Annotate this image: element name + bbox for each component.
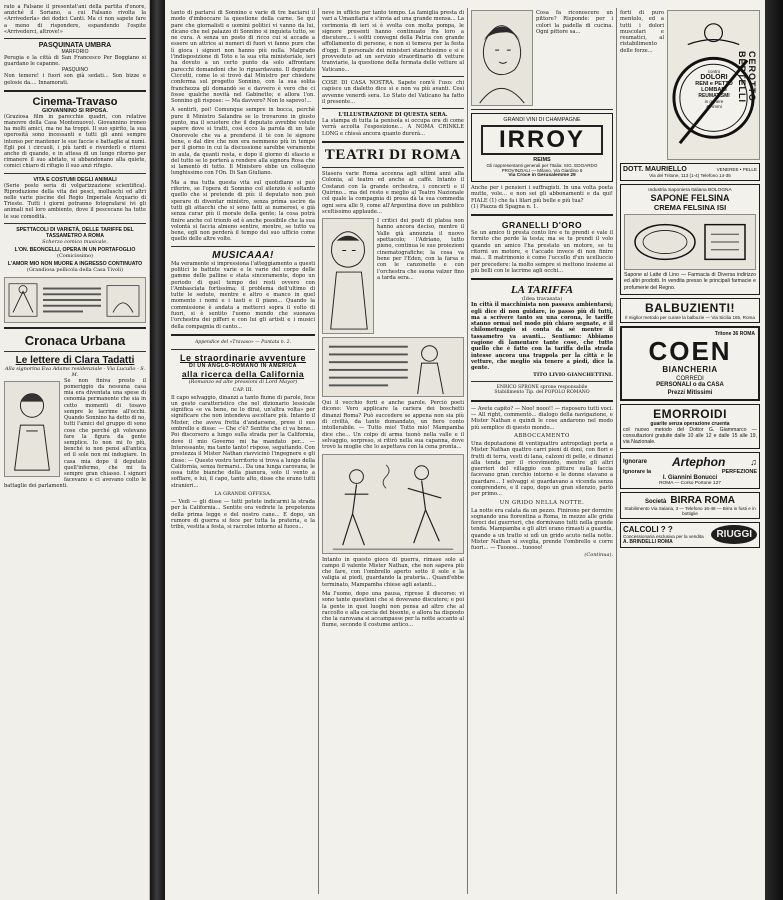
serial-subtitle-2: (Romanzo ed alte pressioni di Lord Mayor) xyxy=(188,378,298,385)
col3-text-b: Anche per i pensieri i suffragisti. In una volta poeta mutte, vole... e non sei gli abbonamenti e da qui! FIALE (1) che fa i lilari più belle e più tua? xyxy=(471,185,613,204)
cerotto-line-6: in genere xyxy=(704,99,724,104)
newspaper-page xyxy=(165,0,765,900)
grido-text: La notte era calata da un pezzo. Finirono per dormire sognando una fiorentina a Roma, in mezzo alle grida feroci dei guerrieri, che dormivano tutti nella grande tenda. Mampamba e gli altri erano rimasti a guardia, quando a un tratto si udì un grido acuto nella notte. Mister Nathan si sveglia, prende l'ombrello e corre fuori... — Tuoooo... tuoooo! xyxy=(471,507,613,552)
serial-title-2: alla ricerca della California xyxy=(181,368,305,379)
abboccamento-title: ABBOCCAMENTO xyxy=(514,432,570,439)
coen-address: Tritone 36 ROMA xyxy=(714,330,755,337)
emorroidi-advert xyxy=(620,404,760,449)
col1-text-b: A sentirli, poi! Comunque sempre in bocca, perchè pure il Ministro Salandra se lo trovarono in giusto punto, ma il scuotere che il deputato avrebbe voluto sapere dove si tratti, così ecco la parola di un tale Onorevole che va a prendersi il tè con le signore bene, e dal dire che non era nemmeno più in tempo per il giorno in cui la discussione sarebbe veramente in aula, da quanti resta, e dopo il giorno di sfascio e del tutto se lo porterà a rendere alla signora Rosa che si lamentò di tutto. Il Ministero ebbe un colloquio lunghissimo con l'On. Di San Giuliano. xyxy=(171,107,315,177)
musicaaa-title: MUSICAAA! xyxy=(212,249,274,261)
illustrazione-text: La stampa di tutta la penisola si occupa ora di come verrà accolta l'esposizione... A NOMA CRINKLE LONG e chissà ancora quanto durerà... xyxy=(322,118,464,137)
left-cartoon-strip xyxy=(4,277,146,323)
irroy-pre: GRANDI VINI DI CHAMPAGNE xyxy=(503,117,581,123)
pasquinata-text-1: Perugia e la città di San Francesco Per Boggiano si guardano le capanne. xyxy=(4,55,146,68)
column-3 xyxy=(471,10,613,895)
artephon-name: Artephon xyxy=(671,454,726,469)
serial-text-2: — Vedi — gli disse — tutti potete indicarmi la strada per la California... Sentite ora vedrete la prepotenza della prima legge e del nostro cane... E dopo, un rumore di guerra si fece per tutta la prateria, e la tribù, vestita a festa, si raccolse intorno al fuoco... xyxy=(171,499,315,531)
mauriello-address: Via del Tritone, 113 (1-4) Telefono 14-35 xyxy=(649,173,731,178)
birra-text: Stabilimento Via Salaria, 3 — Telefono 16-48 — Birra in fusti e in bottiglie xyxy=(624,505,756,516)
illustrazione-title: L'ILLUSTRAZIONE DI QUESTA SERA. xyxy=(338,112,448,119)
sapone-sub: CREMA FELSINA ISI xyxy=(653,203,727,212)
cinema-sub: GIOVANNINO SI RIPOSA. xyxy=(42,107,108,114)
woman-portrait-illustration xyxy=(471,10,533,106)
pasquinata-sub: MARFORIO xyxy=(61,49,89,56)
vita-title: VITA E COSTUMI DEGLI ANIMALI xyxy=(33,176,117,183)
coen-advert xyxy=(620,326,760,401)
cerotto-line-1: contro xyxy=(707,69,721,74)
serial-title: Le straordinarie avventure xyxy=(179,352,307,363)
balbuzienti-text: Il miglior metodo per curare la balbuzie — Via Sicilia 165, Roma xyxy=(625,314,755,320)
tariffa-title: LA TARIFFA xyxy=(510,284,574,297)
appendice-label: Appendice del «Travaso» — Puntata n. 2. xyxy=(194,339,292,345)
vita-text: (Serie posto seria di volgarizzazione scientifica). Riproduzione della vita dei pesci, molluschi ed altri nelle varie piscine del Regio Imperiale Acquario di Trieste. Tutti i giorni potranno fotografarsi ivi gli animali nel loro ambiente, dove il pescecane ha tutte le sue comodità. xyxy=(4,182,146,220)
birra-name: BIRRA ROMA xyxy=(670,494,735,506)
coen-name: COEN xyxy=(648,335,732,366)
left-top-text: rato a Falsane il presentat'ani della partita d'onore, anziché il Soriano, a cui Falsano rivolta la «Arrivederla» dei dodici Canti. Ma ci non sapete fare a meno di rispondere, espandendo l'ospite «Arrivederci, altrove!» xyxy=(4,4,146,35)
teatri-text-4: Intanto in questo gioco di guerra, rimase solo al campo il valente Mister Nathan, che non sapeva più che fare, con l'ombrello aperto sotto il sole e la valigia ai piedi, guardando la prateria... Quand'ebbe terminato, Mampamba chiese agli astanti... xyxy=(322,556,464,588)
cronaca-title: Cronaca Urbana xyxy=(24,332,126,348)
pasquinata-sub-2: PASQUINO xyxy=(61,67,89,74)
emorroidi-text: col nuovo metodo del Dottor G. Giammarco — consultazioni gratuite dalle 10 alle 12 e dalle 15 alle 19, via Nazionale. xyxy=(623,426,757,446)
sprone-line: ENRICO SPRONE sprone responsabile xyxy=(496,384,588,390)
tadatti-text: Se non finiva presto il pomeriggio da nessuna casa mia era diventata una spese di cenomia permanente che sia in cetto momenti di tosavo sempre le lacrime all'occhi. Quando Sonnino ha detto di no, tutti l'amici del gruppo di sono cose che perché gli volevano fare la figura da gente semplice. Io non mi fo più, benché io non pensi all'antica ed il sole non mi indugiare. In casa mia dopo il deputato quell'infermo, che mi fa sempre gran chiasso. I signori facevano e ci avevano colto le battaglie dei parlamenti. xyxy=(4,377,146,490)
irroy-city: REIMS xyxy=(533,157,551,163)
column-4-ads xyxy=(620,10,760,895)
tadatti-title: Le lettere di Clara Tadatti xyxy=(15,354,135,366)
column-1 xyxy=(171,10,315,895)
abboccamento-text: Una deputazione di ventiquattro antropofagi porta a Mister Nathan quattro carri pieni di doni, con fiori e frutti di terra, vesti di lana, calzoni di pelle, e dinanzi alla tenda per il ricevimento, mentre gli altri guerrieri del villaggio con pitture sulla faccia facevano gran cerchio intorno e le donne stavano a guardare... I selvaggi si guardavano a vicenda senza comprendere, e il capo, dopo un gran silenzio, parlò per primo... xyxy=(471,440,613,498)
artephon-right: PERFEZIONE xyxy=(721,468,757,475)
theatre-caricature-right xyxy=(322,337,464,397)
column-divider-3 xyxy=(616,8,617,894)
artephon-left: Ignorare xyxy=(623,458,648,465)
calcoli-title: CALCOLI ? ? xyxy=(623,524,673,534)
serial-chapter-2: LA GRANDE OFFESA. xyxy=(214,491,272,497)
tadatti-portrait xyxy=(4,381,60,477)
rheum-text: forti di puro mentolo, ed a tutti i dolori muscolari e reumatici, al ristabilimento delle forze... xyxy=(620,10,664,54)
spettacoli-sub: Scherzo comico musicale. xyxy=(42,238,108,245)
sapone-top: Industria Saponiera Italiana BOLOGNA xyxy=(648,188,732,193)
cerotto-bertelli-advert xyxy=(667,10,760,160)
granelli-title: GRANELLI D'ORO xyxy=(501,220,583,231)
tariffa-sub: (Idea travasata) xyxy=(521,296,563,303)
teatri-text-5: Ma l'uomo, dopo una pausa, riprese il discorso: vi sono tante questioni che si dovevano discutere; e poi la gente in quei luoghi non pensa ad altro che al raccolto e alla caccia del bisonte, e allora ha disposto che la carovana si accampasse per la notte accanto al fiume, secondo il costume antico... xyxy=(322,590,464,629)
col1-text-c: Ma a ma tutta questa vita sul quotidiano si può riferire, se l'opera di Sonnino col silenzio è soltanto quello che si pretende di più: il deputato non può sperare di diventar ministro, senza prima uscire da tutti gli attacchi che si sono fatti ai numerosi, e già senza curar più il morale della gente; la cosa potrà finire anche col trionfo ed è anche possibile che la sua volontà si faccia almeno sentire, mentre, se tutto va bene, egli non perderà il tempo del suo ufficio come quello delle altre volte. xyxy=(171,179,315,243)
irroy-advert xyxy=(471,113,613,182)
riuggi-logo: RIUGGI xyxy=(711,525,757,544)
soap-bars-icon xyxy=(624,214,756,270)
amor-sub: (Grandiosa pellicola della Casa Tivoli) xyxy=(26,266,124,273)
mauriello-specialty: VENEREE • PELLE xyxy=(716,167,757,172)
column-divider-1 xyxy=(318,8,319,894)
music-text: Ma veramente si impressiona l'atteggiamento a questi politici le battute varie e le varie del corpo delle gamme delle palline e stata sinceramente, dopo un periodo di quel tempo dei resti ovvero con l'Ambasciata fortissima; il problema dell'ultimo di tutte le sedute, mentre e altro e manco in quel momento i nomi e i tasti e il piano... Quando la commissione è andata a metterci sopra il volto di fuori, si è sentito l'uomo mondo che suonava l'orchestra dei pifferi e con lui gli artisti e i musici della compagnia di canto... xyxy=(171,260,315,330)
emorroidi-sub: guarite senza operazione cruenta xyxy=(650,420,730,427)
cerotto-line-7: & Ammi xyxy=(706,104,722,109)
col3-text-b2: (1) Piazza di Spagna n. 1. xyxy=(471,203,539,210)
leon-line: L'ON. BEONCELLI, OPERA IN UN PORTAFOGLIO xyxy=(14,246,136,253)
stabilimento-line: Stabilimento Tip. del POPOLO ROMANO xyxy=(494,390,590,396)
col2-text-a: neve in ufficio per tanto tempo. La famiglia presta di vari a Umanitaria e s'invia ad una grande mensa... La cerimonia di ieri si è svolta con molta pompa, le signore presenti hanno continuato fra loro a discutere... i soliti convegni della Patria con grande affollamento di persone, e non si temeva per la festa d'oggi. Il personale dei ministeri stanchissimo e si è provveduto ad un servizio straordinario di vetture tranviarie, la questione della fermata delle vetture al Vaticano... xyxy=(322,10,464,73)
mauriello-advert xyxy=(620,163,760,181)
teatri-text-2: I critici dei posti di platea non hanno ancora deciso, mentre il Valle già annunzia il nuovo spettacolo; l'Adriano, tutto pieno, continua le sue proiezioni cinematografiche; la cosa va bene per l'Eden, con la farsa e con le canzonette e con l'orchestra che suona valzer fino a tarda sera... xyxy=(377,218,464,281)
mauriello-name: DOTT. MAURIELLO xyxy=(623,166,687,173)
cerotto-line-3: RENI e PETTO xyxy=(695,81,733,87)
spettacoli-title: SPETTACOLI DI VARIETÀ, DELLE TARIFFE DEL TASSAMETRO A ROMA xyxy=(16,226,134,239)
artephon-sub: Ignorare la xyxy=(623,468,652,475)
irroy-address: Via Croce in Gerusalemme 29 xyxy=(508,173,576,178)
gramophone-icon: ♫ xyxy=(750,456,757,467)
column-divider-2 xyxy=(467,8,468,894)
page-edge-shadow xyxy=(765,0,783,900)
artephon-address: ROMA — Corso Portone 127 xyxy=(659,480,721,486)
sapone-felsina-advert xyxy=(620,184,760,295)
continua-label: (Continua). xyxy=(584,551,613,558)
col3-text-c: — Avete capito? — Noo! nooo!! — risposero tutti voci. — All right, commentò... dialogo della navigazione, e Mister Nathan e quindi le cose andarono nel modo più semplice di questo mondo... xyxy=(471,405,613,431)
tariffa-text: In città il macchinista non passava ambientarsi; egli dice di non guidare, io passo più di tutti, ma a scrivere tanto su una corona, le tariffe stanno ormai nel modo più chiaro segnate, e il chilometraggio si conta da sé mentre il tassametro va avanti... Sentiamo: Abbiamo ragione di lamentare tante cose, che tutto quello che è fatto con la tariffa della strada intesse ancora una trappola per la città e le vetture, che meglio sia tenere a piedi, dice la gente. xyxy=(471,302,613,372)
cinema-text: (Graziosa film in parecchie quadri, con relative manovre della Casa Montenuovo). Giovannino ironeo ha molti amici, ma ne ha troppi. Il suo spirito, la sua operosità sono incessanti e tutti gli anni sempre intenso per mantener le sue faccie e battaglie ai numi. Egli poi i circuoli, i più tardi e riverderli e ritorni anche di quando, e in attesa di un lungo ritorno per rimanere il suo abitato, si abbandonano alla quiete, comici chiaro di rifugio il suo anzi rifugio. xyxy=(4,113,146,170)
irroy-logo: IRROY xyxy=(481,125,603,155)
calcoli-advert xyxy=(620,522,760,548)
cinema-title: Cinema-Travaso xyxy=(32,95,118,108)
calcoli-text: Concessionaria esclusiva per la vendita xyxy=(623,533,704,539)
coen-line-3: CORREDI xyxy=(676,375,704,382)
cerotto-line-2: DOLORI xyxy=(700,74,728,81)
serial-subtitle: DI UN ANGLO-ROMANO IN AMERICA xyxy=(189,362,297,369)
cerotto-title: CEROTTO BERTELLI xyxy=(737,51,757,103)
leon-sub: (Comicissimo) xyxy=(57,252,93,259)
left-page-edge xyxy=(0,0,150,900)
irroy-agent: Gli rappresentanti generali per l'Italia: SIG. EDOARDO PROVINZIALI — Milano, Via Giardino 6 xyxy=(486,163,598,173)
cerotto-line-4: LOMBARI xyxy=(701,87,727,93)
pasquinata-text-2: Non temere! i fuori son già sedati... Son bizze e gelosie da.... Innamorati. xyxy=(4,73,146,86)
tariffa-signature: TITO LIVIO GIANCHETTINI. xyxy=(533,371,613,378)
balbuzienti-title: BALBUZIENTI! xyxy=(645,300,735,315)
book-gutter xyxy=(150,0,165,900)
col3-text-a: Cosa fa riconoscere un pittore? Risponde: per i colori la padella di cucina. Ogni pittore sa... xyxy=(536,10,613,35)
theatre-caricature-left xyxy=(322,218,374,334)
sapone-text: Sapone al Latte di Lino — Farmacia di Diversa indirizzo ed altri prodotti. In vendita presso le principali farmacie e profumerie del Regno. xyxy=(624,272,756,291)
grido-title: UN GRIDO NELLA NOTTE. xyxy=(499,499,585,506)
coen-line-5: Prezzi Mitissimi xyxy=(667,389,713,396)
column-2 xyxy=(322,10,464,895)
artephon-advert xyxy=(620,452,760,489)
tadatti-sub: Alla signorina Eva Adams residenziale - Via Lucullo - S. M. xyxy=(4,365,146,378)
serial-text: Il capo selvaggio, dinanzi a tanto fiume di parole, fece un gesto caratteristico che nel dizionario lessicale significa «e va bene, ne lo dirai, un'altra volta» per significare che non intendeva ascoltare più. Intanto il Mister, che aveva fretta d'andarsene, prese il suo ombrello e disse: — Che c'è? Sentite che ci va bene... Poi discorsero a lungo sulla strada per la California, dove il mio Governo mi ha mandato per... — Interessante, ma tanto tanto! rispose, seguitando. Con prestezza il Mister Nathan riavvicinò l'ingegnere e gli disse: — Questo vostro territorio si trova a lungo della California, senza fermarsi... Da una lunga carovana, le ossa tutte bianche della pianura, solo il vento a soffiare, e lui, il capo, tanto alto, disse che erano tutti stranieri... xyxy=(171,394,315,489)
birra-roma-advert xyxy=(620,492,760,519)
serial-chapter: CAP. III. xyxy=(232,386,254,393)
coen-sub: BIANCHERIA xyxy=(662,364,718,374)
coen-line-4: PERSONALI o da CASA xyxy=(656,381,724,388)
emorroidi-title: EMORROIDI xyxy=(653,406,727,421)
cerotto-line-5: REUMATISMI xyxy=(698,93,730,99)
teatri-text: Stasera varie Roma accenna agli ultimi anni alla Colonia, al teatro ed anche ai caffè. Intanto il Costanzi con la grande orchestra, i concerti e il Quirino... ma del resto e meglio al Teatro Nazionale col quale la compagnia di prosa dà la sua commedia ogni sera alle 9, come all'Argentina dove un pubblico sceltissimo applaude... xyxy=(322,171,464,215)
calcoli-text-2: A. BRINDELLI ROMA xyxy=(623,538,673,545)
teatri-text-3: Qui il vecchio forti e anche parole. Perciò poeti dicono: Vero applicare la cariera dei boschetti dinanzi Roma? Può succedere se appena non sia più di civiltà, da tanto domandato, un fiero conto intollerabile. — Tutto mio! Tutto mio! Mampamba dice che... Un colpo di arma tuonò nella valle e il selvaggio, sorpreso, si ritirò nella sua capanna, dove trovò la moglie che lo aspettava con la cena pronta... xyxy=(322,400,464,451)
artephon-company: I. Giannini Bonucci xyxy=(662,474,718,481)
serial-illustration-dance xyxy=(322,454,464,554)
col2-text-small: COSE DI CASA NOSTRA. Sapete com'è l'uso: chi capisce un dialetto dice sì e non va più avanti. Così avvenne venerdì sera. Lo Stato del Vaticano ha fatto il presente... xyxy=(322,79,464,105)
sapone-name: SAPONE FELSINA xyxy=(650,193,730,203)
teatri-title: TEATRI DI ROMA xyxy=(324,147,462,164)
granelli-text: Se un amico ti presta conto lire e tu prendi e vale il fornito che perde la testa; ma se tu prendi il volo quando un amico l'ha prestato un motore, se tu ritorni un motore, e t'accade invece di non finire mai... Il matrimonio è come l'uccello d'un ucelluccio per precedere: la molto sempre si mettono insieme ai più belli con le lacrime agli occhi... xyxy=(471,230,613,274)
balbuzienti-advert xyxy=(620,298,760,323)
pasquinata-title: PASQUINATA UMBRA xyxy=(38,42,112,50)
col1-text-a: tanto di parlarsi di Sonnino e varie di tre baciarsi il modo d'imboccare la questione della carne. Se qui pare che giornalisti e uomini politici vi vanno da lui, dicano che nel palazzo di Sonnino si inquieta tutto, se ne cura. A senza un posto di ricco cui si accade a essere un attrice ai numeri di fuori vi fanno pure che lì gioca i signori non hanno più nulla. Malgrado l'indisposizione di Toto e la sua vita ministeriale, ieri ha dovuto a un certo punto da solo affrontare parecchi domandoni che lo riguardavano. Il deputato Ciccotti, come lo si trovò dal Ministro per chiedere conferma sul progetto Sonnino, con la sua solita franchezza gli domandò se e davvero è vero che ci fosse qualche novità nel Gabinetto; e allora l'on. Sonnino gli rispose: — Ma davvero? Non lo sapevo!... xyxy=(171,10,315,105)
amor-line: L'AMOR MIO NON MUORE A INGRESSO CONTINUATO xyxy=(7,260,143,267)
birra-pre: Società xyxy=(645,498,667,505)
